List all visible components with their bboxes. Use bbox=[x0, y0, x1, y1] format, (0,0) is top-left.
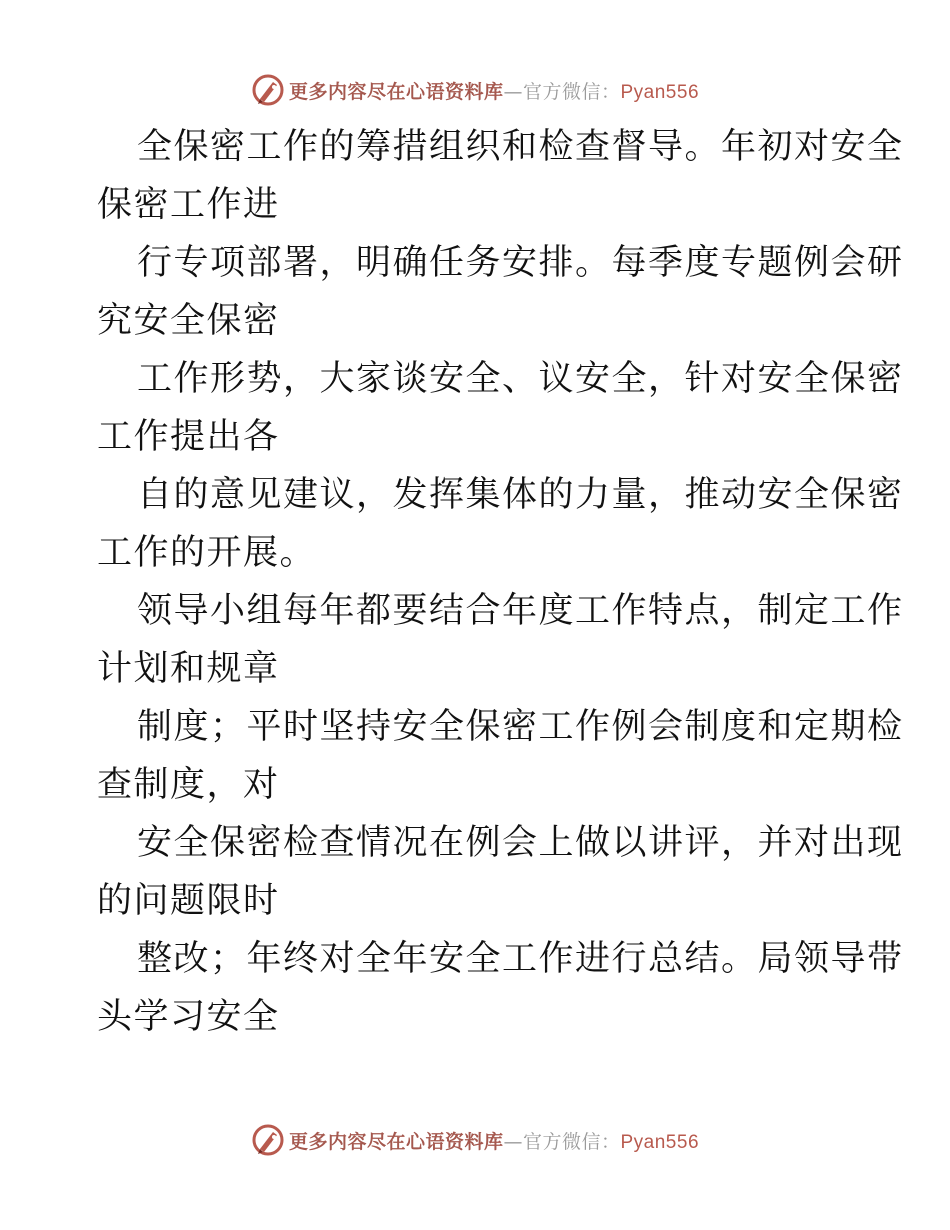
text-line: 整改；年终对全年安全工作进行总结。局领导带 bbox=[137, 939, 904, 979]
text-line: 查制度，对 bbox=[97, 765, 280, 805]
document-body bbox=[97, 118, 904, 1046]
watermark-id: Pyan556 bbox=[620, 81, 700, 103]
watermark-main: 更多内容尽在心语资料库 bbox=[288, 1130, 504, 1153]
watermark-text bbox=[289, 77, 699, 104]
watermark-separator: — bbox=[503, 80, 523, 103]
text-line: 行专项部署，明确任务安排。每季度专题例会研 bbox=[137, 243, 904, 283]
watermark-text bbox=[289, 1127, 699, 1154]
text-line: 工作形势，大家谈安全、议安全，针对安全保密 bbox=[137, 359, 904, 399]
watermark-sub: 官方微信： bbox=[522, 80, 621, 103]
pen-logo-icon bbox=[251, 1123, 285, 1157]
watermark-sub: 官方微信： bbox=[522, 1130, 621, 1153]
text-line: 计划和规章 bbox=[97, 649, 280, 689]
watermark-main: 更多内容尽在心语资料库 bbox=[288, 80, 504, 103]
text-line: 究安全保密 bbox=[97, 301, 280, 341]
pen-logo-icon bbox=[251, 73, 285, 107]
text-line: 制度；平时坚持安全保密工作例会制度和定期检 bbox=[137, 707, 904, 747]
text-line: 自的意见建议，发挥集体的力量，推动安全保密 bbox=[137, 475, 904, 515]
text-line: 安全保密检查情况在例会上做以讲评，并对出现 bbox=[137, 823, 904, 863]
text-line: 保密工作进 bbox=[97, 185, 280, 225]
text-line: 工作提出各 bbox=[97, 417, 280, 457]
text-line: 的问题限时 bbox=[97, 881, 280, 921]
header-watermark bbox=[0, 70, 950, 110]
watermark-id: Pyan556 bbox=[620, 1131, 700, 1153]
text-line: 领导小组每年都要结合年度工作特点，制定工作 bbox=[137, 591, 904, 631]
text-line: 工作的开展。 bbox=[97, 533, 317, 573]
text-line: 全保密工作的筹措组织和检查督导。年初对安全 bbox=[137, 127, 904, 167]
watermark-separator: — bbox=[503, 1130, 523, 1153]
footer-watermark bbox=[0, 1120, 950, 1160]
text-line: 头学习安全 bbox=[97, 997, 280, 1037]
